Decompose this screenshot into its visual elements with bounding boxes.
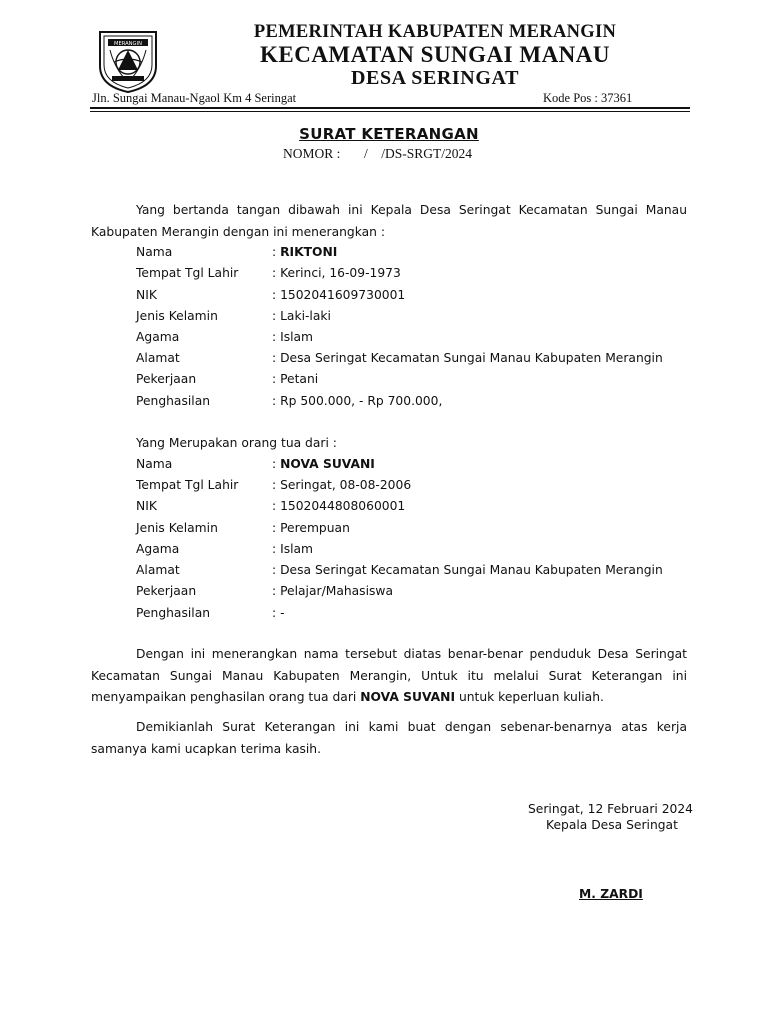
postal-code: Kode Pos : 37361 — [543, 91, 633, 105]
intro-paragraph: Yang bertanda tangan dibawah ini Kepala Desa Seringat Kecamatan Sungai Manau Kabupaten Merangin dengan ini menerangkan : — [91, 203, 687, 239]
parent-label: Agama — [136, 330, 180, 344]
government-name: PEMERINTAH KABUPATEN MERANGIN — [253, 22, 617, 42]
parent-label: Penghasilan — [136, 394, 211, 408]
office-address: Jln. Sungai Manau-Ngaol Km 4 Seringat — [92, 91, 297, 105]
parent-value: : Rp 500.000, - Rp 700.000, — [272, 394, 443, 408]
child-label: Penghasilan — [136, 606, 211, 620]
parent-value: : Desa Seringat Kecamatan Sungai Manau Kabupaten Merangin — [272, 351, 663, 365]
child-label: Agama — [136, 542, 180, 556]
signatory-name: M. ZARDI — [579, 887, 643, 901]
parent-label: Tempat Tgl Lahir — [136, 266, 239, 280]
signature-title: Kepala Desa Seringat — [546, 818, 678, 832]
child-value: : Seringat, 08-08-2006 — [272, 478, 412, 492]
signature-place-date: Seringat, 12 Februari 2024 — [528, 802, 694, 816]
svg-text:MERANGIN: MERANGIN — [113, 41, 143, 47]
parent-value: : RIKTONI — [272, 245, 338, 259]
child-value: : NOVA SUVANI — [272, 457, 375, 471]
parent-label: Jenis Kelamin — [136, 309, 218, 323]
letterhead-rule-thick — [90, 107, 690, 109]
child-value: : Perempuan — [272, 521, 350, 535]
document-number: NOMOR : / /DS-SRGT/2024 — [283, 146, 473, 161]
parent-value: : Kerinci, 16-09-1973 — [272, 266, 401, 280]
closing-paragraph: Demikianlah Surat Keterangan ini kami buat dengan sebenar-benarnya atas kerja samanya kami ucapkan terima kasih. — [91, 720, 687, 756]
merangin-regency-emblem — [96, 26, 160, 94]
parent-label: Pekerjaan — [136, 372, 197, 386]
parent-label: Nama — [136, 245, 173, 259]
subdistrict-name: KECAMATAN SUNGAI MANAU — [259, 42, 611, 67]
child-value: : Islam — [272, 542, 314, 556]
child-value: : - — [272, 606, 285, 620]
parent-label: NIK — [136, 288, 157, 302]
parent-value: : Islam — [272, 330, 314, 344]
child-value: : 1502044808060001 — [272, 499, 406, 513]
child-intro: Yang Merupakan orang tua dari : — [136, 436, 337, 450]
child-value: : Desa Seringat Kecamatan Sungai Manau Kabupaten Merangin — [272, 563, 663, 577]
letterhead-rule-thin — [90, 111, 690, 112]
child-label: Jenis Kelamin — [136, 521, 218, 535]
child-label: NIK — [136, 499, 157, 513]
document-title: SURAT KETERANGAN — [299, 125, 479, 143]
child-label: Tempat Tgl Lahir — [136, 478, 239, 492]
child-label: Pekerjaan — [136, 584, 197, 598]
parent-value: : Petani — [272, 372, 319, 386]
parent-label: Alamat — [136, 351, 180, 365]
statement-paragraph: Dengan ini menerangkan nama tersebut diatas benar-benar penduduk Desa Seringat Kecamatan Sungai Manau Kabupaten Merangin, Untuk itu melalui Surat Keterangan ini menyampaikan penghasilan orang tua dari NOVA SUVANI untuk keperluan kuliah. — [91, 647, 687, 704]
village-name: DESA SERINGAT — [350, 67, 520, 89]
child-value: : Pelajar/Mahasiswa — [272, 584, 394, 598]
child-label: Alamat — [136, 563, 180, 577]
child-label: Nama — [136, 457, 173, 471]
parent-value: : Laki-laki — [272, 309, 331, 323]
parent-value: : 1502041609730001 — [272, 288, 406, 302]
